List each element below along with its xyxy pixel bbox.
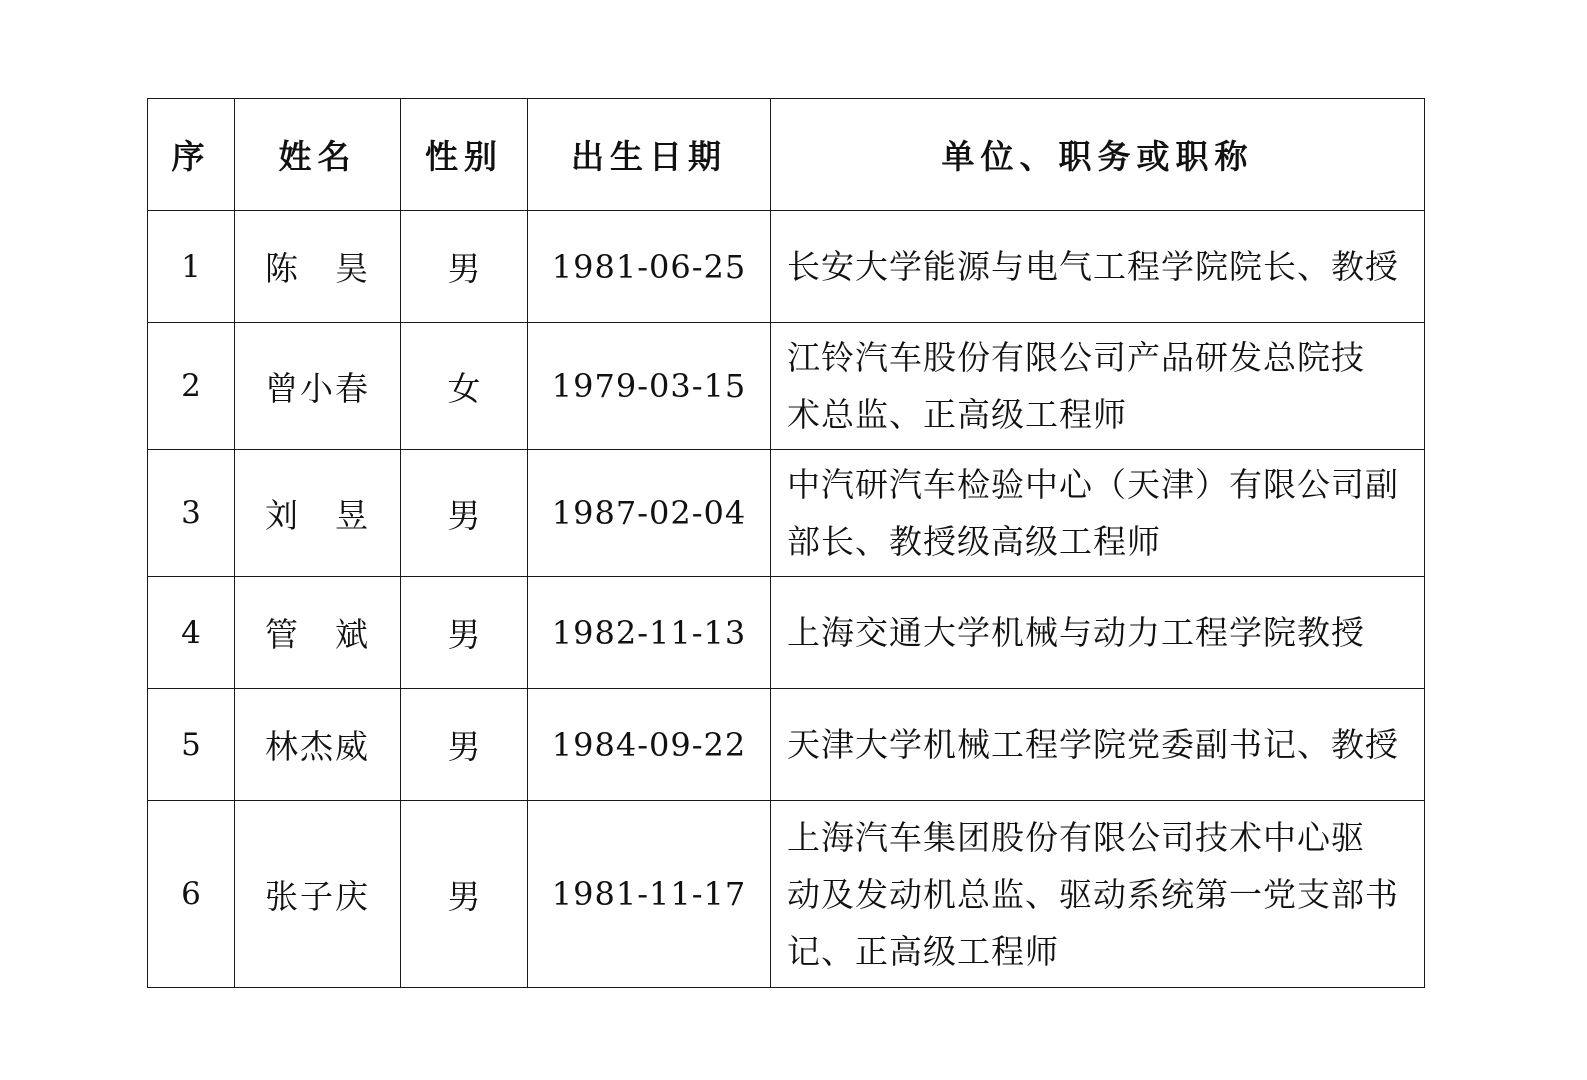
cell-birth-date: 1984-09-22 <box>528 689 771 801</box>
cell-seq: 6 <box>148 801 235 988</box>
table-row <box>148 450 1425 577</box>
cell-unit <box>771 577 1425 689</box>
cell-gender: 女 <box>401 323 528 450</box>
cell-seq: 1 <box>148 211 235 323</box>
unit-line: 部长、教授级高级工程师 <box>787 522 1161 561</box>
cell-name <box>235 211 401 323</box>
unit-line: 上海汽车集团股份有限公司技术中心驱 <box>787 817 1365 857</box>
cell-gender: 男 <box>401 450 528 577</box>
cell-unit <box>771 211 1425 323</box>
cell-name <box>235 577 401 689</box>
name-text: 林杰威 <box>265 727 370 766</box>
table-row <box>148 577 1425 689</box>
table-row <box>148 211 1425 323</box>
name-text: 管 斌 <box>265 615 370 654</box>
unit-line: 长安大学能源与电气工程学院院长、教授 <box>787 247 1399 286</box>
roster-table <box>147 98 1425 988</box>
header-unit: 单位、职务或职称 <box>771 99 1425 211</box>
cell-gender: 男 <box>401 211 528 323</box>
header-birth-date: 出生日期 <box>528 99 771 211</box>
table-row <box>148 689 1425 801</box>
header-row <box>148 99 1425 211</box>
cell-seq: 3 <box>148 450 235 577</box>
cell-seq: 4 <box>148 577 235 689</box>
table-body <box>148 211 1425 988</box>
table-row <box>148 801 1425 988</box>
cell-name <box>235 801 401 988</box>
cell-birth-date: 1981-11-17 <box>528 801 771 988</box>
cell-gender: 男 <box>401 801 528 988</box>
cell-seq: 2 <box>148 323 235 450</box>
cell-name <box>235 323 401 450</box>
table-row <box>148 323 1425 450</box>
cell-unit <box>771 801 1425 988</box>
name-text: 陈 昊 <box>265 249 370 288</box>
cell-name <box>235 450 401 577</box>
name-text: 张子庆 <box>265 876 370 916</box>
unit-line: 术总监、正高级工程师 <box>787 395 1127 434</box>
unit-line: 记、正高级工程师 <box>787 931 1059 971</box>
cell-birth-date: 1981-06-25 <box>528 211 771 323</box>
cell-unit <box>771 450 1425 577</box>
unit-line: 上海交通大学机械与动力工程学院教授 <box>787 613 1365 652</box>
cell-name <box>235 689 401 801</box>
header-name: 姓名 <box>235 99 401 211</box>
header-gender: 性别 <box>401 99 528 211</box>
cell-gender: 男 <box>401 577 528 689</box>
unit-line: 天津大学机械工程学院党委副书记、教授 <box>787 725 1399 764</box>
unit-line: 江铃汽车股份有限公司产品研发总院技 <box>787 338 1365 377</box>
cell-birth-date: 1987-02-04 <box>528 450 771 577</box>
header-seq: 序 <box>148 99 235 211</box>
cell-seq: 5 <box>148 689 235 801</box>
unit-line: 动及发动机总监、驱动系统第一党支部书 <box>787 874 1399 914</box>
cell-unit <box>771 689 1425 801</box>
cell-gender: 男 <box>401 689 528 801</box>
cell-unit <box>771 323 1425 450</box>
name-text: 曾小春 <box>265 368 370 408</box>
cell-birth-date: 1979-03-15 <box>528 323 771 450</box>
unit-line: 中汽研汽车检验中心（天津）有限公司副 <box>787 465 1399 504</box>
name-text: 刘 昱 <box>265 495 370 535</box>
table-header <box>148 99 1425 211</box>
cell-birth-date: 1982-11-13 <box>528 577 771 689</box>
